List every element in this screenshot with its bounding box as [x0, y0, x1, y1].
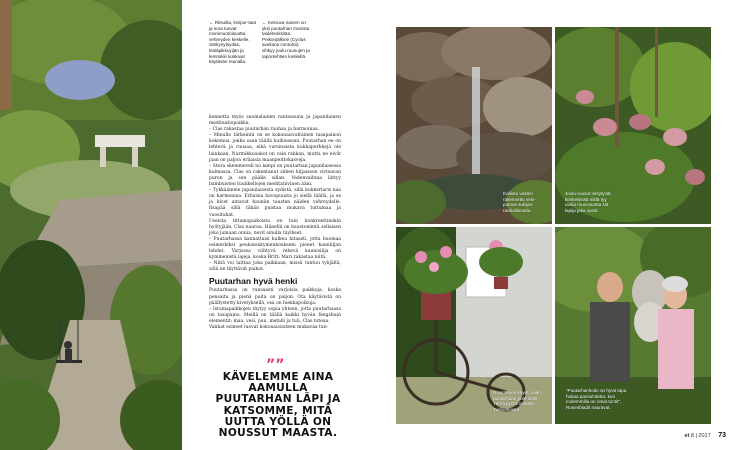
caption-photo-stones: Kalliota vasten rakennettu vesi-putous sulojee rauhallisuutta. — [503, 191, 536, 213]
caption-top-right — [262, 20, 312, 59]
caption-photo-hellebore: Joulu-ruusut nitsytyvät keskeisissä niittä tyy uusia muoovuutta siä lajeja joka vuosi. — [565, 191, 611, 213]
body-paragraph: – Puutarhassa kannattaisi kulkea hitaasti, jotta huomaa esimerkiksi peukalonkymenkoukseni pienet kauniiljan lehdet. Varjossa viihtyvä rehevä kaunisilija on kymmenistä lajeja, koska Britt: Mari rakastaa niitä. — [209, 236, 341, 261]
body-paragraph: kennetta myös suomalainen rantasauna ja japanilainen meditaatiopaikka. — [209, 115, 341, 127]
caption-top-left — [209, 20, 257, 65]
body-paragraph: – Clas rakastaa puutarhan rauhaa ja harmoniaa. — [209, 127, 320, 133]
page-number: 73 — [718, 432, 726, 439]
pull-quote: KÄVELEMME AINA AAMULLA PUUTARHAN LÄPI JA KATSOMME, MITÄ UUTTA YÖLLÄ ON NOUSSUT MAASTA. — [215, 371, 341, 440]
body-paragraph: – Minulle tärkeintä on se kokonaisvaltainen tasapainon kokemus, jonka saan täällä kulkiessani. Puutarhan ee on lehtevä ja ruusaa, eikä varsinaista kukkaperhkejä ole lainkaan. Nurmikkoaukot on vain rahkan, mutta ne eivät jaan on paljon erilaisia maanpeittokasveja. — [209, 133, 341, 163]
body-paragraph: Vanhat esineet luovat kokonaisuuteen mukavaa tun- — [209, 325, 329, 330]
section-subheading: Puutarhan hyvä henki — [209, 276, 298, 287]
caption-text: Riisuilta, kivipor-taat ja sora tuovat monimuotoisuutta vehreyden keskelle. Särkynytsydän, tesiäpikkuyijän ja lemmikki kukkivat käytävän reunalla. — [209, 20, 256, 65]
body-paragraph: – Niitä voi laittaa joka paikkaan, missä tuntuu tyhjältä, sillä ne täyttävät paikat. — [209, 261, 341, 273]
body-paragraph: – Tykkäämme japanilaisesta zydistä, sillä kukkerlaris naa on harmoniaa. Erilaisia havupuusta jo siellä täällä, ja se ja kivet antavat kauniin tausten näiden vehreydelle. Ilsapää sillä tähän puistaa mukava tuttumaa ja vuosituhat. — [209, 188, 341, 218]
body-paragraph: Puutarhassa on runsaasti varjoisia paikkoja, koska pensaita ja pienä puita on paljon. Ota käytävistä on päällystetty kivetyksellä, osa on hiekkapolkuja. — [209, 288, 341, 306]
article-body — [209, 115, 341, 331]
quote-mark-icon: ”” — [266, 357, 285, 373]
body-paragraph: – Istumapaikkojen täytyy sopia yhteen, jotta puutarhassa on tasapaino. Meillä on täällä kaikki hyvän fengshuin elementit: maa, vesi, puu, metalli ja tuli, Clas toteaa. — [209, 306, 341, 324]
body-paragraph: – Stora skemmeveli no lampi on puutarhan japanilaisessa kulmassa. Clas on rakentanut siihen hiljaiseen virtaavan puron ja sen päälle sillan. Vedenvaihtaa liittyy bambuisten tuulikellojen meditatiivinen ääni. — [209, 163, 341, 188]
photo-garden-path — [0, 0, 182, 450]
caption-text: Keinuva nainen on yksi puutarhan monista taideteoksista. Peikonjälkiné (Cyclus avellana contorta) vihkyy joulu-ruusujen ja taponlehtien keskellä. — [262, 20, 310, 59]
page-folio — [684, 432, 726, 439]
caption-photo-bicycle: Ruosteinen käynti vaan puutarhaan pole-sulle. Tämä pyörä ostettiin Tukholmasta. — [493, 390, 541, 412]
magazine-name: et — [684, 433, 690, 439]
body-paragraph: Useista tittamapaikoista on tuin konkreettinakin hyötyjään, Clas nauraa. Hänellä on baustomintä sellaisen joko jumaan onnia, nevit sinulla täylliset. — [209, 218, 341, 236]
caption-marker: ← — [262, 20, 267, 25]
caption-photo-couple: “Puutarhanhoito on hyvä tapa hoitaa parisuhdetta, kun molemmilla on omat tontit”, Rosenbladit nauravat. — [566, 388, 627, 410]
caption-marker: ← — [209, 20, 214, 25]
issue-number: 8 | 2017 — [690, 433, 711, 439]
